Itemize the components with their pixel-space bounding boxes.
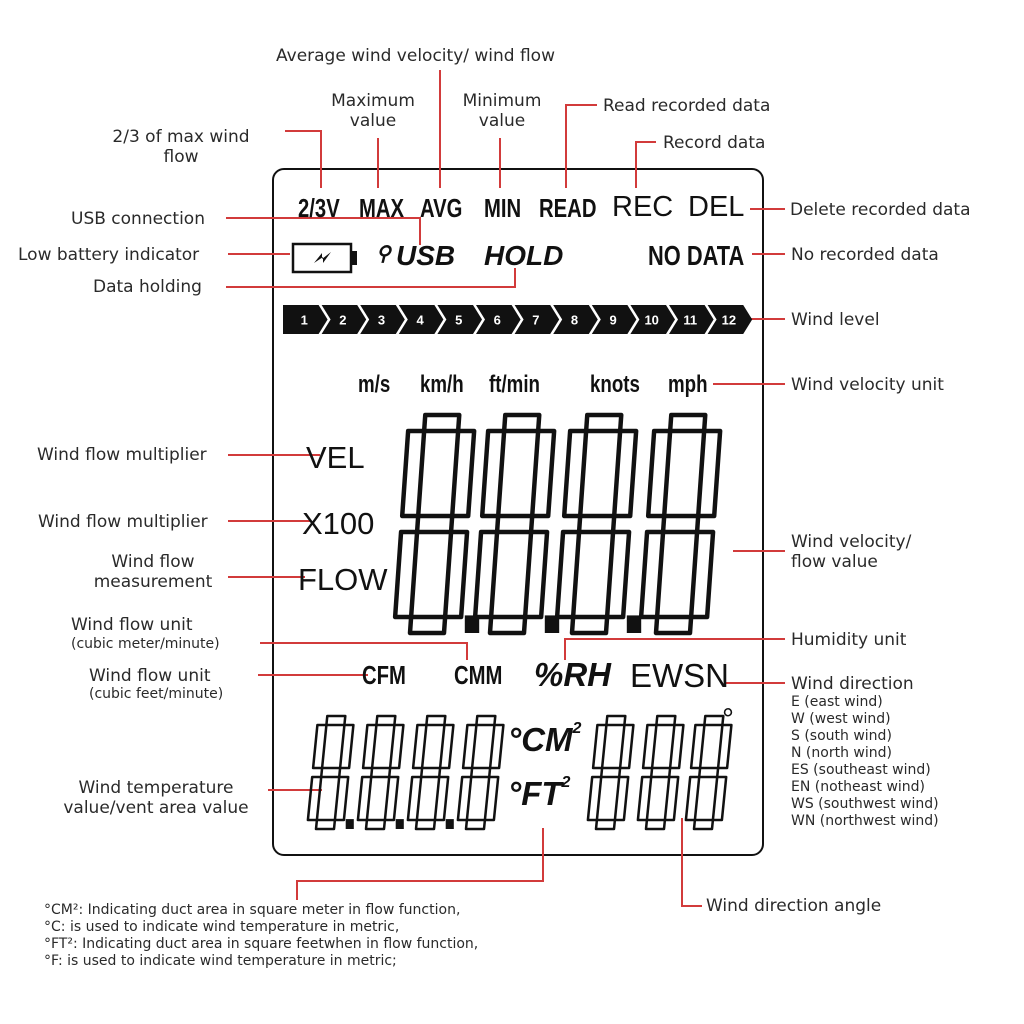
direction-item: E (east wind): [791, 694, 883, 710]
wind-level-8: [553, 305, 598, 334]
direction-item: EN (notheast wind): [791, 779, 926, 795]
low-battery-icon: [293, 244, 357, 272]
wind-level-4: [399, 305, 444, 334]
velocity-digit: [557, 415, 641, 633]
label-velocity-value: Wind velocity/ flow value: [791, 532, 912, 572]
label-wind-level: Wind level: [791, 310, 880, 330]
lcd-del: DEL: [688, 191, 745, 223]
unit-knots: knots: [590, 371, 640, 398]
footnote: °FT²: Indicating duct area in square feetwhen in flow function,: [44, 936, 479, 952]
label-cmm-unit-sub: (cubic meter/minute): [71, 636, 220, 652]
label-vel-unit: Wind velocity unit: [791, 375, 944, 395]
svg-text:7: 7: [532, 312, 540, 328]
lcd-rec: REC: [612, 191, 674, 223]
direction-item: WS (southwest wind): [791, 796, 939, 812]
label-vel-mult: Wind flow multiplier: [37, 445, 207, 465]
svg-text:8: 8: [570, 312, 579, 328]
wind-level-11: [669, 305, 714, 334]
temperature-digit: [408, 716, 454, 829]
lcd-degree: °: [722, 703, 734, 736]
velocity-digit: [641, 415, 720, 633]
svg-text:1: 1: [300, 312, 308, 328]
angle-digits: [588, 716, 732, 829]
wind-level-10: [630, 305, 675, 334]
label-temp-value: Wind temperature value/vent area value: [63, 778, 249, 818]
footnote: °F: is used to indicate wind temperature in metric;: [44, 953, 397, 969]
direction-item: ES (southeast wind): [791, 762, 931, 778]
label-hold: Data holding: [93, 277, 202, 297]
label-no-data: No recorded data: [791, 245, 939, 265]
temperature-digit: [308, 716, 354, 829]
label-del: Delete recorded data: [790, 200, 971, 220]
footnote: °CM²: Indicating duct area in square meter in flow function,: [44, 902, 461, 918]
temperature-digit: [358, 716, 404, 829]
label-wind-direction: Wind direction: [791, 674, 914, 694]
label-cfm-unit-sub: (cubic feet/minute): [89, 686, 224, 702]
svg-text:10: 10: [644, 312, 659, 328]
lcd-x100: X100: [302, 506, 375, 541]
lcd-rh: %RH: [534, 656, 612, 693]
velocity-digit: [395, 415, 479, 633]
unit-mph: mph: [668, 371, 708, 398]
direction-item: S (south wind): [791, 728, 892, 744]
wind-level-6: [476, 305, 521, 334]
svg-text:12: 12: [721, 312, 737, 328]
lcd-cm: °CM: [508, 721, 573, 758]
wind-level-2: [322, 305, 367, 334]
wind-level-5: [437, 305, 482, 334]
temperature-digits: [308, 716, 504, 829]
velocity-digit: [475, 415, 559, 633]
lcd-ft-sq: 2: [561, 774, 571, 791]
lcd-max: MAX: [359, 193, 405, 223]
svg-text:11: 11: [683, 312, 698, 328]
label-low-battery: Low battery indicator: [18, 245, 200, 265]
lcd-2-3v: 2/3V: [298, 193, 340, 223]
label-read: Read recorded data: [603, 96, 771, 116]
label-cmm-unit: Wind flow unit: [71, 615, 193, 635]
label-x100-mult: Wind flow multiplier: [38, 512, 208, 532]
usb-icon: ⚲: [376, 243, 391, 265]
velocity-digits: [395, 415, 720, 633]
angle-digit: [638, 716, 684, 829]
svg-text:2: 2: [339, 312, 347, 328]
label-flow-meas: Wind flow measurement: [93, 552, 213, 592]
svg-text:6: 6: [493, 312, 501, 328]
unit-kmh: km/h: [420, 371, 464, 398]
direction-list: [791, 694, 939, 830]
lcd-ewsn: EWSN: [630, 657, 729, 694]
label-humidity-unit: Humidity unit: [791, 630, 907, 650]
label-rec: Record data: [663, 133, 766, 153]
label-cfm-unit: Wind flow unit: [89, 666, 211, 686]
lcd-cmm: CMM: [454, 660, 503, 690]
direction-item: N (north wind): [791, 745, 892, 761]
lcd-cfm: CFM: [362, 660, 406, 690]
lcd-flow: FLOW: [298, 562, 388, 597]
lcd-no-data: NO DATA: [648, 240, 745, 271]
svg-text:9: 9: [609, 312, 617, 328]
lcd-avg: AVG: [420, 193, 463, 223]
footnotes: [44, 902, 478, 970]
temperature-digit: [458, 716, 504, 829]
lcd-vel: VEL: [306, 440, 365, 475]
angle-digit: [588, 716, 634, 829]
lcd-hold: HOLD: [484, 240, 564, 271]
wind-level-7: [515, 305, 560, 334]
lcd-min: MIN: [484, 193, 522, 223]
footnote: °C: is used to indicate wind temperature in metric,: [44, 919, 400, 935]
lcd-read: READ: [539, 193, 597, 223]
svg-text:4: 4: [416, 312, 424, 328]
lcd-cm-sq: 2: [572, 720, 582, 737]
svg-text:5: 5: [455, 312, 463, 328]
label-max: Maximum value: [331, 91, 415, 131]
label-usb: USB connection: [71, 209, 205, 229]
label-avg: Average wind velocity/ wind flow: [276, 46, 555, 66]
unit-ftmin: ft/min: [489, 371, 540, 398]
label-dir-angle: Wind direction angle: [706, 896, 882, 916]
svg-text:3: 3: [377, 312, 386, 328]
label-two-thirds: 2/3 of max wind flow: [112, 127, 250, 167]
wind-level-bar: [283, 305, 752, 334]
wind-level-3: [360, 305, 405, 334]
lcd-usb: USB: [396, 240, 456, 271]
direction-item: WN (northwest wind): [791, 813, 939, 829]
direction-item: W (west wind): [791, 711, 891, 727]
lcd-ft: °FT: [508, 775, 562, 812]
unit-ms: m/s: [358, 371, 391, 398]
wind-level-9: [592, 305, 637, 334]
wind-level-1: [283, 305, 328, 334]
wind-level-12: [708, 305, 753, 334]
label-min: Minimum value: [462, 91, 542, 131]
